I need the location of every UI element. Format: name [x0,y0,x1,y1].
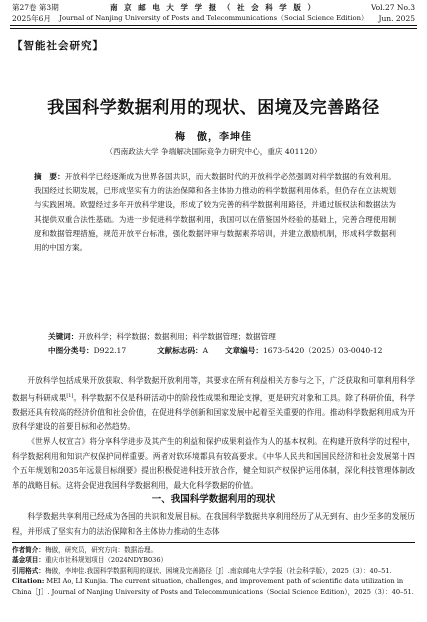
doc-code-value: A [202,346,209,355]
volume-issue-cn: 第27卷 第3期 [12,3,59,12]
article-title: 我国科学数据利用的现状、困境及完善路径 [47,98,380,118]
affiliation: （西南政法大学 争端解决国际竞争力研究中心，重庆 401120） [105,147,322,156]
journal-name-cn: 南 京 邮 电 大 学 学 报 （ 社 会 科 学 版 ） [109,3,318,12]
header-rule-thin [10,28,417,29]
abstract-label: 摘 要： [34,172,65,181]
keywords-label: 关键词： [48,332,79,341]
paragraph: 开放科学包括成果开放获取、科学数据开放利用等，其要求在所有利益相关方参与之下，广泛获取和可靠利用科学数据与科研成果[1]。科学数据不仅是科研活动中的阶段性成果和理论支撑，更是研究对象和工具。除了科研价值，科学数据还具有较高的经济价值和社会价值，在促进科学创新和国家发展中起着至关重要的作用。推动科学数据利用成为开放科学建设的首要目标和必然趋势。 [12,376,415,432]
footnotes [12,545,415,597]
doc-code-label: 文献标志码： [157,346,203,355]
citation-en: Citation: MEI Ao, LI Kunjia. The current situation, challenges, and improvement path of scientific data utilization in China［J］. Journal of Nanjing University of Posts and Telecommunications（Social Science Edition），2025（3）：40–51. [12,577,414,596]
volume-issue-en: Vol.27 No.3 [370,3,415,12]
keywords-line [48,330,382,344]
article-no-label: 文章编号： [224,346,263,355]
paragraph: 《世界人权宣言》将分享科学进步及其产生的利益和保护成果利益作为人的基本权利。在构建开放科学的过程中，科学数据利用和知识产权保护同样重要。两者对软环境都具有较高要求。《中华人民共和国国民经济和社会发展第十四个五年规划和2035年远景目标纲要》提出积极促进科技开放合作，健全知识产权保护运用体制，深化科技管理体制改革的战略目标。这将会促进我国科学数据利用，最大化科学数据的价值。 [12,436,415,490]
body-text [12,374,415,493]
authors: 梅 傲，李坤佳 [175,132,252,143]
keywords: 开放科学；科学数据；数据利用；科学数据管理；数据管理 [78,332,276,341]
article-no-value: 1673-5420（2025）03-0040-12 [262,346,383,355]
date-cn: 2025年6月 [12,14,51,23]
clc-value: D922.17 [93,346,127,355]
cite-note: 引用格式：梅傲，李坤佳.我国科学数据利用的现状、困境及完善路径［J］.南京邮电大学学报（社会科学版），2025（3）：40–51. [12,566,392,575]
abstract-text: 开放科学已经逐渐成为世界各国共识，而大数据时代的开放科学必然强调对科学数据的有效利用。我国经过长期发展，已形成坚实有力的法治保障和各主体协力推动的科学数据利用体系，但仍存在立法规划与实践困境。欧盟经过多年开放科学建设，形成了较为完善的科学数据利用路径，并通过版权法和数据法为其提供双重合法性基础。为进一步促进科学数据利用，我国可以在借鉴国外经验的基础上，完善合理使用制度和数据管理措施，规范开放平台标准，强化数据评审与数据素养培训，并建立激励机制，形成科学数据利用的中国方案。 [34,172,397,253]
fund-note: 基金项目：重庆市社科规划项目（2024NDYB036） [12,556,168,565]
author-note: 作者简介：梅傲，研究员，研究方向：数据治理。 [12,546,158,554]
header-rule-thick [10,25,417,26]
footnote-rule [12,542,415,543]
article-meta [48,330,382,358]
date-en: Jun. 2025 [378,14,415,23]
clc-label: 中图分类号： [48,346,94,355]
running-header [0,0,427,28]
classification-line [48,344,382,358]
reference-marker: [1] [66,392,74,399]
section-heading: 一、我国科学数据利用的现状 [151,494,276,505]
section-tag: 【智能社会研究】 [12,40,104,52]
journal-name-en: Journal of Nanjing University of Posts and Telecommunications（Social Science Edition） [59,14,368,22]
abstract [34,170,396,255]
paragraph: 科学数据共享利用已经成为各国的共识和发展目标。在我国科学数据共享利用经历了从无到有、由少至多的发展历程，并形成了坚实有力的法治保障和各主体协力推动的生态体 [12,512,415,536]
body-text-2 [12,510,415,539]
